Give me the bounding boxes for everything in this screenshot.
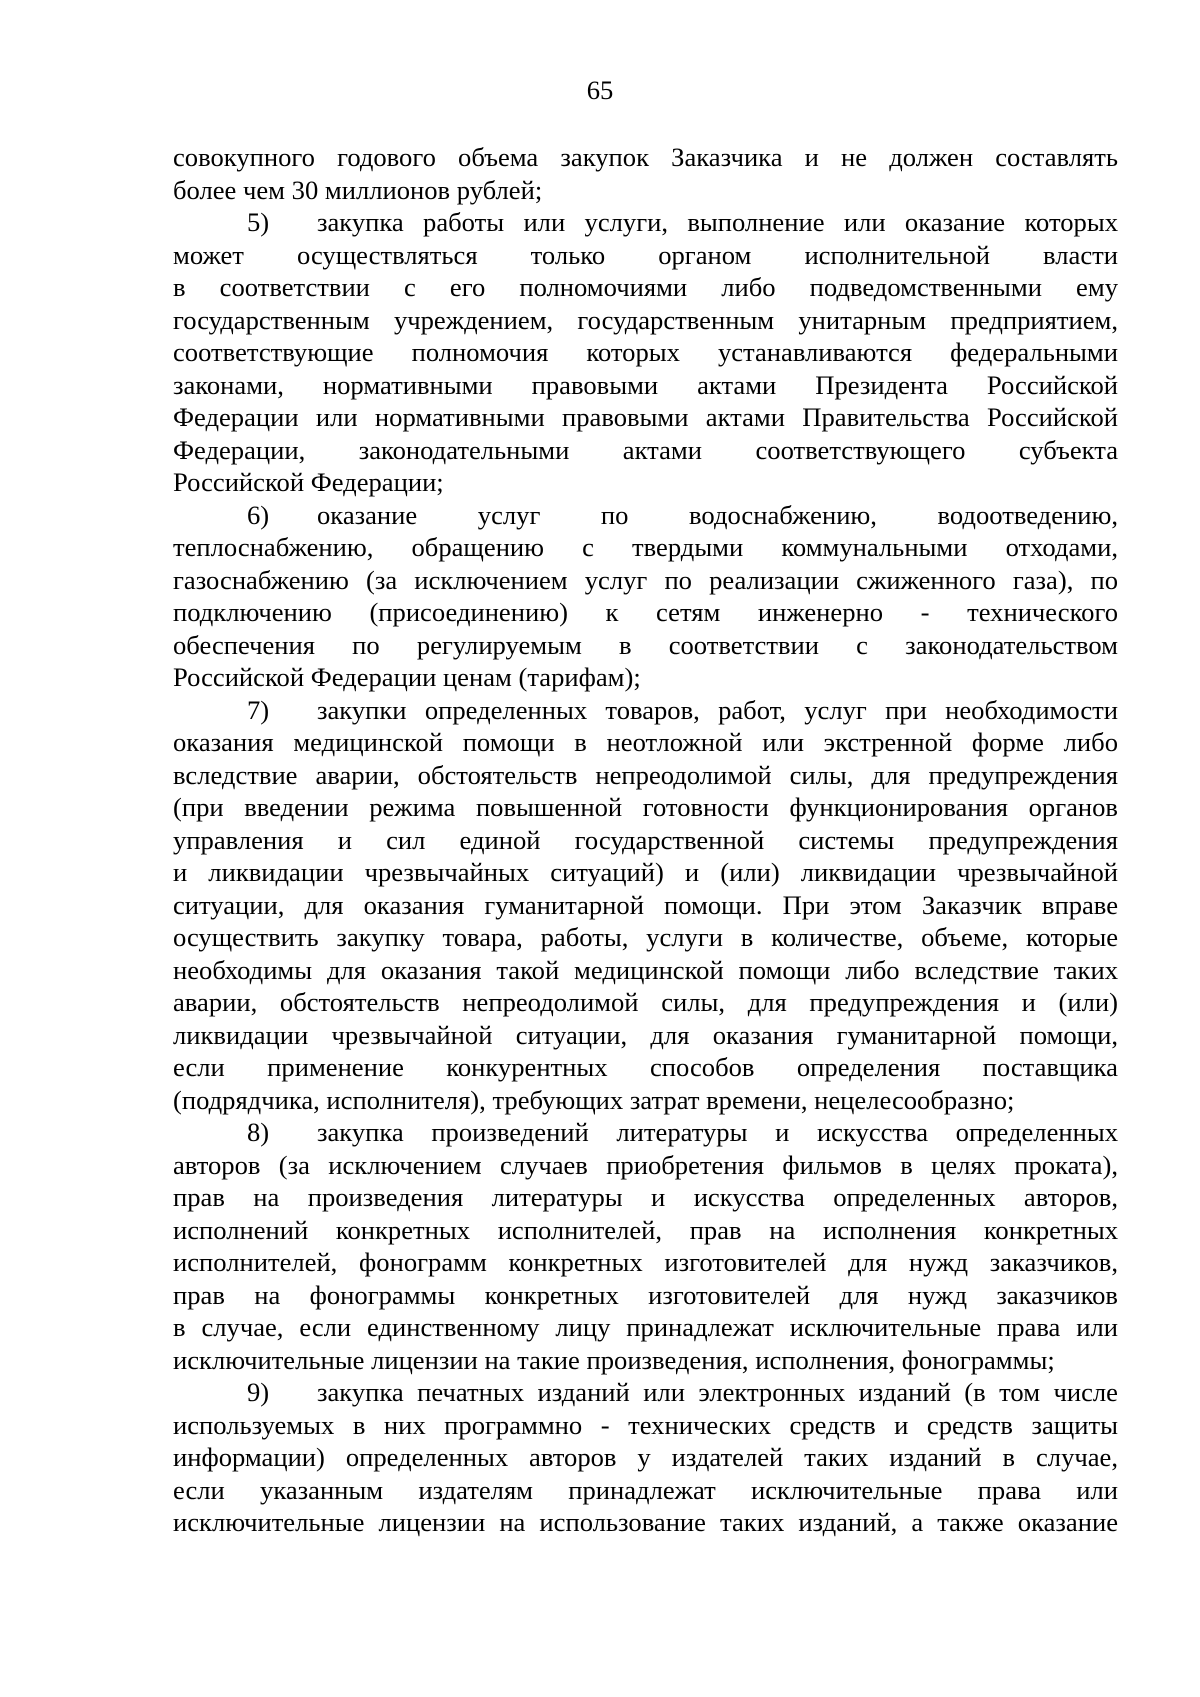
line-text: совокупного годового объема закупок Заказчика и не должен составлять xyxy=(173,142,1118,172)
line-text: закупка печатных изданий или электронных изданий (в том числе xyxy=(317,1377,1118,1407)
item-number: 8) xyxy=(247,1117,270,1147)
text-line xyxy=(173,1181,1118,1214)
text-line xyxy=(173,1149,1118,1182)
line-text: соответствующие полномочия которых устанавливаются федеральными xyxy=(173,337,1118,367)
text-line xyxy=(173,856,1118,889)
text-line xyxy=(173,1214,1118,1247)
line-text: более чем 30 миллионов рублей; xyxy=(173,174,543,205)
line-text: оказания медицинской помощи в неотложной или экстренной форме либо xyxy=(173,727,1118,757)
text-line xyxy=(173,1441,1118,1474)
text-line xyxy=(173,1506,1118,1539)
line-text: закупки определенных товаров, работ, услуг при необходимости xyxy=(317,694,1118,725)
text-line xyxy=(173,661,1118,694)
item-number: 9) xyxy=(247,1377,270,1407)
line-text: подключению (присоединению) к сетям инженерно - технического xyxy=(173,597,1118,627)
text-line xyxy=(173,141,1118,174)
text-line xyxy=(173,336,1118,369)
line-text: (при введении режима повышенной готовности функционирования органов xyxy=(173,792,1118,822)
text-line xyxy=(173,824,1118,857)
text-line xyxy=(173,1344,1118,1377)
line-text: Федерации, законодательными актами соответствующего субъекта xyxy=(173,434,1118,465)
page-number: 65 xyxy=(586,75,614,105)
text-line xyxy=(173,921,1118,954)
line-text: может осуществляться только органом исполнительной власти xyxy=(173,239,1118,270)
text-line xyxy=(173,369,1118,402)
line-text: и ликвидации чрезвычайных ситуаций) и (или) ликвидации чрезвычайной xyxy=(173,857,1118,887)
list-item-start-line xyxy=(173,1116,1118,1149)
line-text: ситуации, для оказания гуманитарной помощи. При этом Заказчик вправе xyxy=(173,889,1118,920)
text-line xyxy=(173,1019,1118,1052)
line-text: если применение конкурентных способов определения поставщика xyxy=(173,1052,1118,1082)
text-line xyxy=(173,954,1118,987)
line-text: исполнителей, фонограмм конкретных изготовителей для нужд заказчиков, xyxy=(173,1247,1118,1277)
text-line xyxy=(173,1474,1118,1507)
line-text: обеспечения по регулируемым в соответствии с законодательством xyxy=(173,629,1118,660)
list-item-start-line xyxy=(173,1376,1118,1409)
line-text: в соответствии с его полномочиями либо подведомственными ему xyxy=(173,272,1118,302)
text-line xyxy=(173,596,1118,629)
item-number: 5) xyxy=(247,207,270,237)
text-line xyxy=(173,791,1118,824)
text-line xyxy=(173,889,1118,922)
text-line xyxy=(173,1246,1118,1279)
line-text: Федерации или нормативными правовыми актами Правительства Российской xyxy=(173,402,1118,432)
text-line xyxy=(173,531,1118,564)
text-line xyxy=(173,304,1118,337)
list-item-start-line xyxy=(173,206,1118,239)
line-text: используемых в них программно - технических средств и средств защиты xyxy=(173,1409,1118,1440)
text-line xyxy=(173,564,1118,597)
line-text: исключительные лицензии на такие произведения, исполнения, фонограммы; xyxy=(173,1344,1055,1375)
text-line xyxy=(173,759,1118,792)
text-line xyxy=(173,986,1118,1019)
line-text: вследствие аварии, обстоятельств непреодолимой силы, для предупреждения xyxy=(173,759,1118,790)
text-line xyxy=(173,239,1118,272)
line-text: информации) определенных авторов у издателей таких изданий в случае, xyxy=(173,1442,1118,1472)
line-text: Российской Федерации; xyxy=(173,467,444,497)
line-text: аварии, обстоятельств непреодолимой силы, для предупреждения и (или) xyxy=(173,987,1118,1017)
text-line xyxy=(173,726,1118,759)
line-text: исключительные лицензии на использование таких изданий, а также оказание xyxy=(173,1507,1118,1537)
body-text xyxy=(173,141,1118,1539)
text-line xyxy=(173,271,1118,304)
line-text: (подрядчика, исполнителя), требующих затрат времени, нецелесообразно; xyxy=(173,1084,1015,1115)
list-item-start-line xyxy=(173,499,1118,532)
line-text: осуществить закупку товара, работы, услуги в количестве, объеме, которые xyxy=(173,922,1118,952)
text-line xyxy=(173,1051,1118,1084)
line-text: ликвидации чрезвычайной ситуации, для оказания гуманитарной помощи, xyxy=(173,1019,1118,1050)
text-line xyxy=(173,1279,1118,1312)
item-number: 7) xyxy=(247,694,270,725)
text-line xyxy=(173,1311,1118,1344)
line-text: необходимы для оказания такой медицинской помощи либо вследствие таких xyxy=(173,954,1118,985)
line-text: закупка работы или услуги, выполнение или оказание которых xyxy=(317,207,1118,237)
line-text: прав на фонограммы конкретных изготовителей для нужд заказчиков xyxy=(173,1279,1118,1310)
line-text: оказание услуг по водоснабжению, водоотведению, xyxy=(317,499,1118,530)
text-line xyxy=(173,1409,1118,1442)
line-text: управления и сил единой государственной системы предупреждения xyxy=(173,824,1118,855)
line-text: если указанным издателям принадлежат исключительные права или xyxy=(173,1474,1118,1505)
line-text: прав на произведения литературы и искусства определенных авторов, xyxy=(173,1182,1118,1212)
item-number: 6) xyxy=(247,499,270,530)
line-text: исполнений конкретных исполнителей, прав на исполнения конкретных xyxy=(173,1214,1118,1245)
line-text: газоснабжению (за исключением услуг по реализации сжиженного газа), по xyxy=(173,564,1118,595)
line-text: государственным учреждением, государственным унитарным предприятием, xyxy=(173,304,1118,335)
text-line xyxy=(173,466,1118,499)
text-line xyxy=(173,1084,1118,1117)
list-item-start-line xyxy=(173,694,1118,727)
line-text: авторов (за исключением случаев приобретения фильмов в целях проката), xyxy=(173,1149,1118,1180)
line-text: теплоснабжению, обращению с твердыми коммунальными отходами, xyxy=(173,532,1118,562)
text-line xyxy=(173,434,1118,467)
line-text: законами, нормативными правовыми актами Президента Российской xyxy=(173,369,1118,400)
text-line xyxy=(173,401,1118,434)
line-text: закупка произведений литературы и искусства определенных xyxy=(317,1117,1118,1147)
text-line xyxy=(173,629,1118,662)
line-text: Российской Федерации ценам (тарифам); xyxy=(173,662,641,692)
text-line xyxy=(173,174,1118,207)
line-text: в случае, если единственному лицу принадлежат исключительные права или xyxy=(173,1312,1118,1342)
